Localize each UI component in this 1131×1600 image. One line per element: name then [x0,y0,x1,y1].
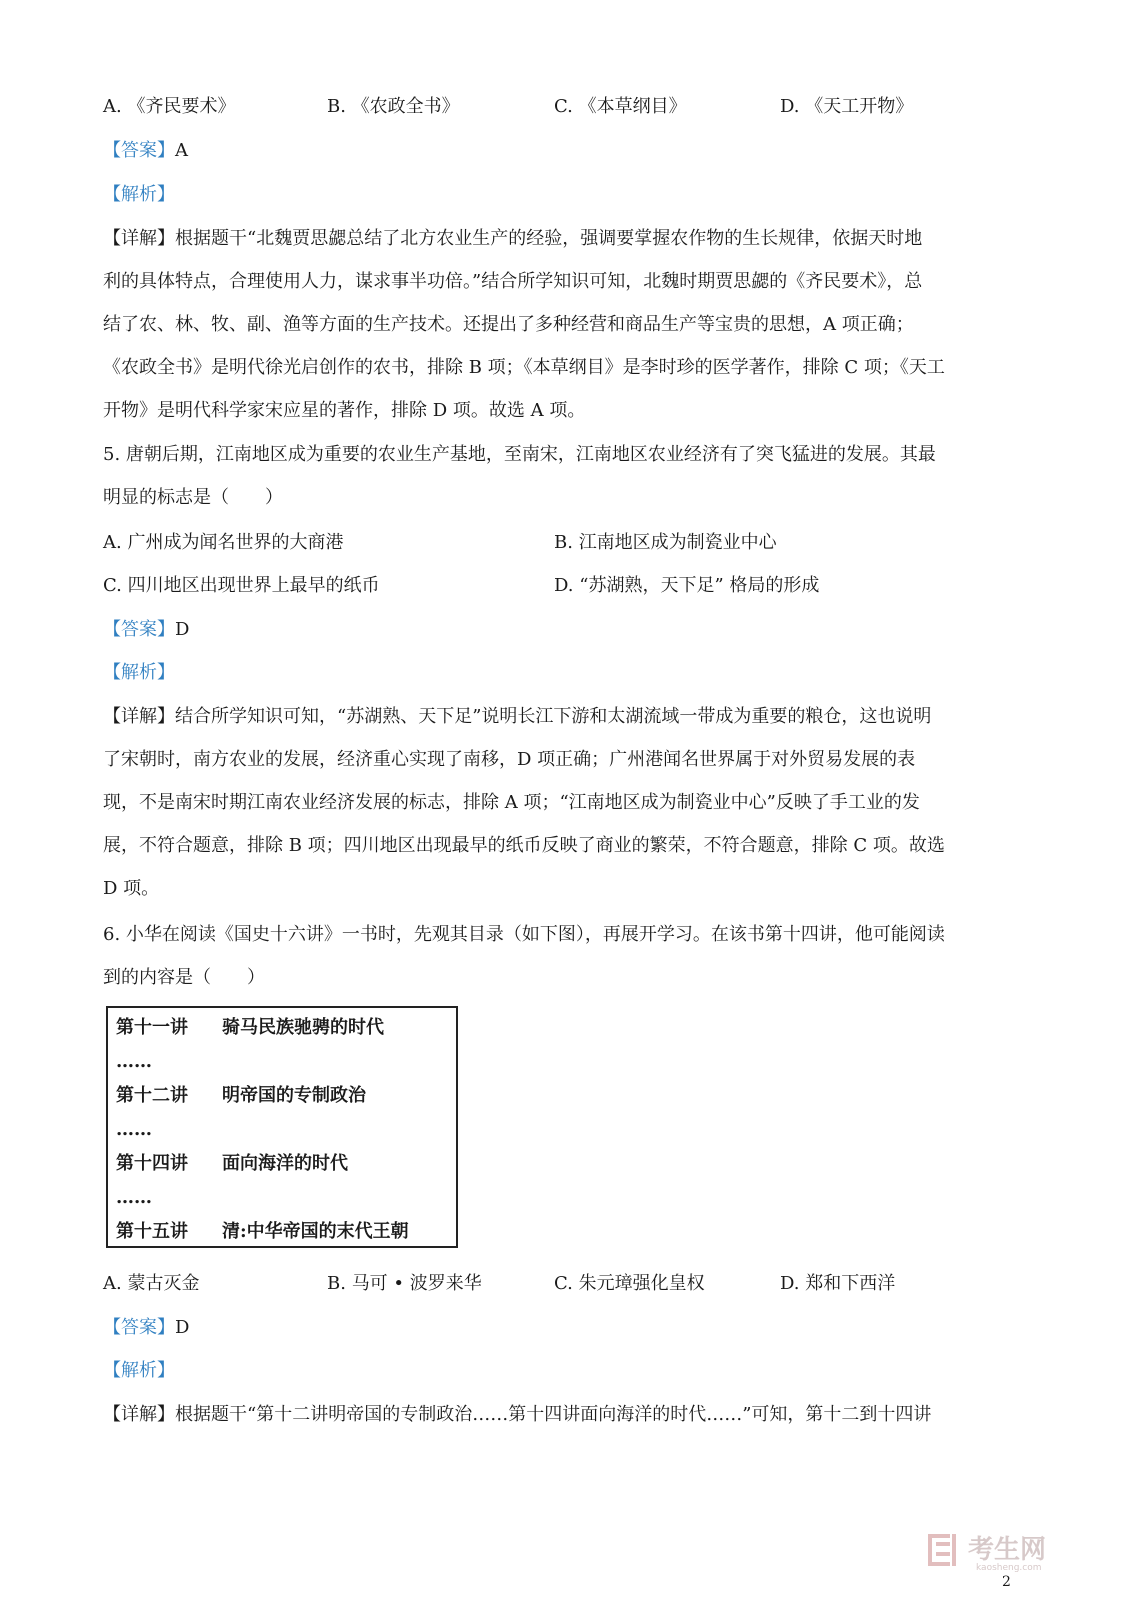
q5-detail-line: 现，不是南宋时期江南农业经济发展的标志，排除 A 项；“江南地区成为制瓷业中心”反映了手工业的发 [103,792,920,813]
toc-row: 第十二讲 明帝国的专制政治 [116,1085,366,1106]
q4-detail-line: 《农政全书》是明代徐光启创作的农书，排除 B 项；《本草纲目》是李时珍的医学著作，排除 C 项；《天工 [103,357,945,378]
q5-detail-line: 【详解】结合所学知识可知，“苏湖熟、天下足”说明长江下游和太湖流域一带成为重要的粮仓，这也说明 [103,706,932,727]
page-number: 2 [1002,1574,1011,1590]
watermark-logo-icon [928,1534,956,1566]
q4-option-a: A. 《齐民要术》 [103,96,236,117]
q5-option-b: B. 江南地区成为制瓷业中心 [554,532,777,553]
q5-detail-line: 了宋朝时，南方农业的发展，经济重心实现了南移，D 项正确；广州港闻名世界属于对外贸易发展的表 [103,749,916,770]
q4-option-c: C. 《本草纲目》 [554,96,687,117]
q4-detail-line: 利的具体特点，合理使用人力，谋求事半功倍。”结合所学知识可知，北魏时期贾思勰的《齐民要术》，总 [103,271,923,292]
q6-analysis-tag: 【解析】 [103,1360,175,1381]
kaosheng-watermark [924,1528,1104,1572]
q4-option-b: B. 《农政全书》 [327,96,460,117]
q5-stem: 明显的标志是（ ） [103,487,283,508]
q5-option-a: A. 广州成为闻名世界的大商港 [103,532,344,553]
q4-answer: 【答案】A [103,140,188,161]
q5-detail-line: D 项。 [103,878,160,899]
q5-answer: 【答案】D [103,619,190,640]
q6-answer: 【答案】D [103,1317,190,1338]
q4-detail-line: 【详解】根据题干“北魏贾思勰总结了北方农业生产的经验，强调要掌握农作物的生长规律，依据天时地 [103,228,923,249]
toc-row: 第十四讲 面向海洋的时代 [116,1153,348,1174]
q6-option-c: C. 朱元璋强化皇权 [554,1273,705,1294]
toc-row: 第十五讲 清:中华帝国的末代王朝 [116,1221,409,1242]
toc-ellipsis: …… [116,1187,152,1208]
toc-row: 第十一讲 骑马民族驰骋的时代 [116,1017,384,1038]
toc-ellipsis: …… [116,1119,152,1140]
watermark-url: kaosheng.com [976,1563,1042,1572]
q5-option-c: C. 四川地区出现世界上最早的纸币 [103,575,380,596]
q6-option-b: B. 马可 • 波罗来华 [327,1273,482,1294]
q4-detail-line: 结了农、林、牧、副、渔等方面的生产技术。还提出了多种经营和商品生产等宝贵的思想，A 项正确； [103,314,914,335]
toc-ellipsis: …… [116,1051,152,1072]
q4-detail-line: 开物》是明代科学家宋应星的著作，排除 D 项。故选 A 项。 [103,400,586,421]
q6-stem: 到的内容是（ ） [103,967,265,988]
q6-option-a: A. 蒙古灭金 [103,1273,200,1294]
q6-option-d: D. 郑和下西洋 [780,1273,896,1294]
q4-option-d: D. 《天工开物》 [780,96,914,117]
q5-analysis-tag: 【解析】 [103,662,175,683]
q6-detail-line: 【详解】根据题干“第十二讲明帝国的专制政治……第十四讲面向海洋的时代……”可知，第十二到十四讲 [103,1404,932,1425]
q4-analysis-tag: 【解析】 [103,184,175,205]
q5-stem: 5. 唐朝后期，江南地区成为重要的农业生产基地，至南宋，江南地区农业经济有了突飞猛进的发展。其最 [103,444,936,465]
q5-detail-line: 展，不符合题意，排除 B 项；四川地区出现最早的纸币反映了商业的繁荣，不符合题意，排除 C 项。故选 [103,835,945,856]
watermark-text: 考生网 [968,1535,1047,1565]
table-of-contents [106,1006,458,1248]
q5-option-d: D. “苏湖熟，天下足” 格局的形成 [554,575,820,596]
q6-stem: 6. 小华在阅读《国史十六讲》一书时，先观其目录（如下图），再展开学习。在该书第十四讲，他可能阅读 [103,924,945,945]
